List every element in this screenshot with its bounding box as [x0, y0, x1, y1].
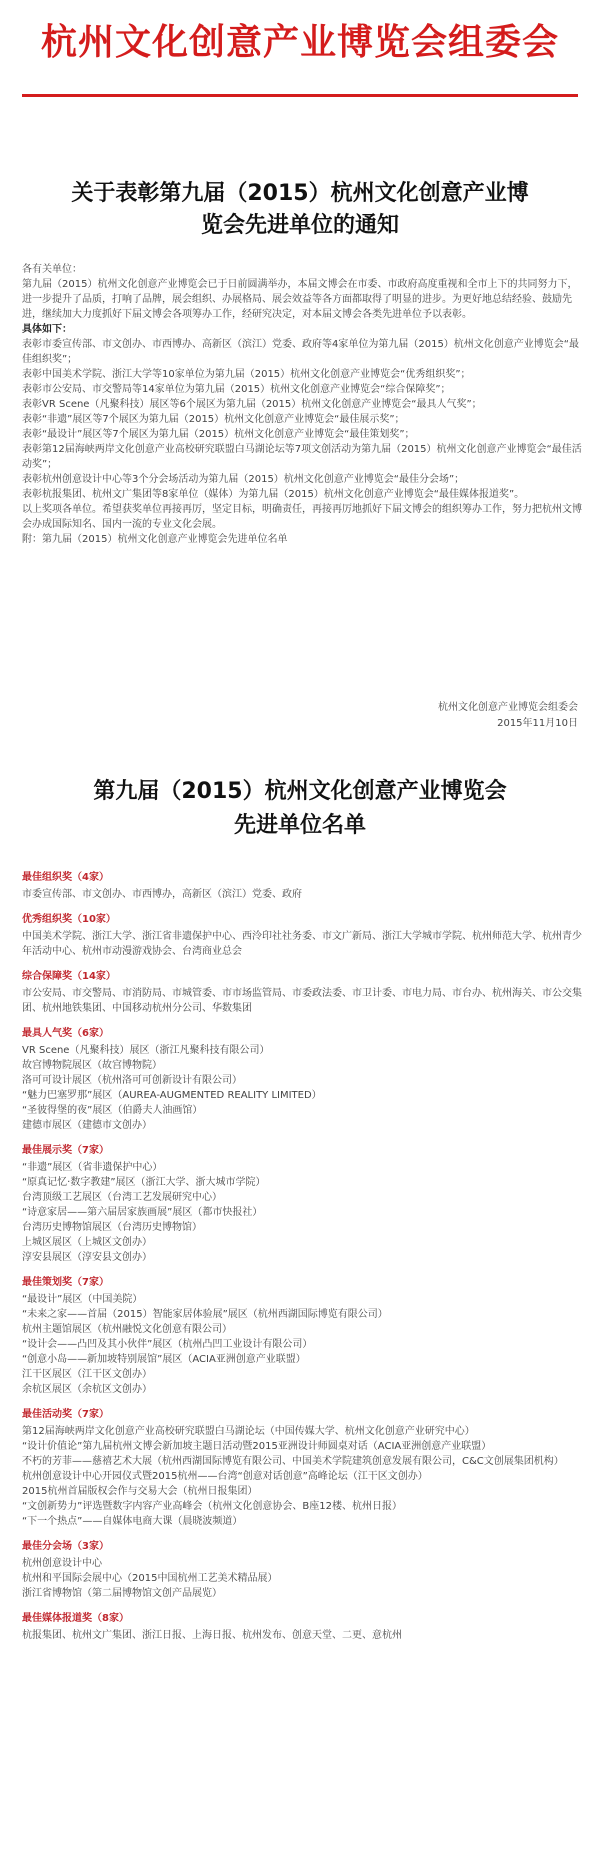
- notice-detail: 表彰中国美术学院、浙江大学等10家单位为第九届（2015）杭州文化创意产业博览会“优秀组织奖”；: [22, 369, 471, 380]
- award-section-best-media-coverage: [22, 1611, 582, 1643]
- notice-intro: 第九届（2015）杭州文化创意产业博览会已于日前圆满举办，本届文博会在市委、市政府高度重视和全市上下的共同努力下，进一步提升了品质，打响了品牌，展会组织、办展格局、展会效益等各方面都取得了明显的进步。为更好地总结经验、鼓励先进，继续加大力度抓好下届文博会各项筹办工作，经研究决定，对本届文博会各类先进单位予以表彰。: [22, 279, 578, 320]
- award-heading: 最具人气奖（6家）: [22, 1028, 109, 1039]
- award-section-most-popular: [22, 1026, 582, 1133]
- award-item: 市委宣传部、市文创办、市西博办，高新区（滨江）党委、政府: [22, 889, 302, 900]
- header-divider: [22, 94, 578, 97]
- notice-detail: 表彰第12届海峡两岸文化创意产业高校研究联盟白马湖论坛等7项文创活动为第九届（2015）杭州文化创意产业博览会“最佳活动奖”；: [22, 444, 582, 470]
- signoff-date: 2015年11月10日: [497, 718, 578, 729]
- notice-closing: 以上奖项各单位。希望获奖单位再接再厉，坚定目标，明确责任，再接再厉地抓好下届文博会的组织筹办工作，努力把杭州文博会办成国际知名、国内一流的专业文化会展。: [22, 504, 582, 530]
- signoff-org: 杭州文化创意产业博览会组委会: [438, 702, 578, 713]
- award-item: “下一个热点”——自媒体电商大课（晨晓波频道）: [22, 1516, 243, 1527]
- award-item: 不朽的芳菲——慈禧艺术大展（杭州西湖国际博览有限公司、中国美术学院建筑创意发展有限公司，C&C文创展集团机构）: [22, 1456, 564, 1467]
- award-heading: 最佳媒体报道奖（8家）: [22, 1613, 129, 1624]
- award-item: “创意小岛——新加坡特别展馆”展区（ACIA亚洲创意产业联盟）: [22, 1354, 306, 1365]
- notice-body: [22, 262, 582, 547]
- award-item: 杭报集团、杭州文广集团、浙江日报、上海日报、杭州发布、创意天堂、二更、意杭州: [22, 1630, 402, 1641]
- award-heading: 优秀组织奖（10家）: [22, 914, 116, 925]
- award-heading: 最佳分会场（3家）: [22, 1541, 109, 1552]
- award-item: VR Scene（凡聚科技）展区（浙江凡聚科技有限公司）: [22, 1045, 270, 1056]
- award-item: 余杭区展区（余杭区文创办）: [22, 1384, 152, 1395]
- award-item: 杭州创意设计中心开园仪式暨2015杭州——台湾“创意对话创意”高峰论坛（江干区文创办）: [22, 1471, 428, 1482]
- award-item: 杭州创意设计中心: [22, 1558, 102, 1569]
- award-section-best-organization: [22, 870, 582, 902]
- award-item: 淳安县展区（淳安县文创办）: [22, 1252, 152, 1263]
- award-item: 市公安局、市交警局、市消防局、市城管委、市市场监管局、市委政法委、市卫计委、市电力局、市台办、杭州海关、市公交集团、杭州地铁集团、中国移动杭州分公司、华数集团: [22, 988, 582, 1014]
- award-heading: 综合保障奖（14家）: [22, 971, 116, 982]
- award-item: 台湾顶级工艺展区（台湾工艺发展研究中心）: [22, 1192, 222, 1203]
- award-section-best-activity: [22, 1407, 582, 1529]
- award-item: “文创新势力”评选暨数字内容产业高峰会（杭州文化创意协会、B座12楼、杭州日报）: [22, 1501, 402, 1512]
- award-item: 建德市展区（建德市文创办）: [22, 1120, 152, 1131]
- org-header-title: 杭州文化创意产业博览会组委会: [40, 21, 559, 63]
- award-heading: 最佳策划奖（7家）: [22, 1277, 109, 1288]
- award-item: 上城区展区（上城区文创办）: [22, 1237, 152, 1248]
- award-item: “诗意家居——第六届居家族画展”展区（都市快报社）: [22, 1207, 263, 1218]
- award-item: 杭州主题馆展区（杭州融悦文化创意有限公司）: [22, 1324, 232, 1335]
- award-item: “最设计”展区（中国美院）: [22, 1294, 143, 1305]
- award-heading: 最佳组织奖（4家）: [22, 872, 109, 883]
- award-item: “圣彼得堡的夜”展区（伯爵夫人油画馆）: [22, 1105, 203, 1116]
- award-heading: 最佳展示奖（7家）: [22, 1145, 109, 1156]
- award-section-comprehensive-support: [22, 969, 582, 1016]
- notice-title-line-2: 览会先进单位的通知: [200, 213, 399, 238]
- award-item: “未来之家——首届（2015）智能家居体验展”展区（杭州西湖国际博览有限公司）: [22, 1309, 388, 1320]
- notice-salutation: 各有关单位：: [22, 264, 82, 275]
- award-item: 浙江省博物馆（第二届博物馆文创产品展览）: [22, 1588, 222, 1599]
- award-item: 故宫博物院展区（故宫博物院）: [22, 1060, 162, 1071]
- award-item: 中国美术学院、浙江大学、浙江省非遗保护中心、西泠印社社务委、市文广新局、浙江大学城市学院、杭州师范大学、杭州青少年活动中心、杭州市动漫游戏协会、台湾商业总会: [22, 931, 582, 957]
- award-item: “原真记忆·数字教建”展区（浙江大学、浙大城市学院）: [22, 1177, 266, 1188]
- award-item: 台湾历史博物馆展区（台湾历史博物馆）: [22, 1222, 202, 1233]
- award-item: 江干区展区（江干区文创办）: [22, 1369, 152, 1380]
- award-item: 洛可可设计展区（杭州洛可可创新设计有限公司）: [22, 1075, 242, 1086]
- notice-detail: 表彰市委宣传部、市文创办、市西博办、高新区（滨江）党委、政府等4家单位为第九届（2015）杭州文化创意产业博览会“最佳组织奖”；: [22, 339, 579, 365]
- award-item: 第12届海峡两岸文化创意产业高校研究联盟白马湖论坛（中国传媒大学、杭州文化创意产业研究中心）: [22, 1426, 475, 1437]
- award-heading: 最佳活动奖（7家）: [22, 1409, 109, 1420]
- award-list: [22, 870, 582, 1653]
- award-section-best-planning: [22, 1275, 582, 1397]
- notice-detail: 表彰市公安局、市交警局等14家单位为第九届（2015）杭州文化创意产业博览会“综合保障奖”；: [22, 384, 451, 395]
- list-title-line-1: 第九届（2015）杭州文化创意产业博览会: [93, 779, 507, 804]
- award-item: “设计价值论”第九届杭州文博会新加坡主题日活动暨2015亚洲设计师圆桌对话（ACIA亚洲创意产业联盟）: [22, 1441, 492, 1452]
- award-item: 杭州和平国际会展中心（2015中国杭州工艺美术精品展）: [22, 1573, 278, 1584]
- notice-title: [20, 178, 580, 242]
- notice-detail: 表彰VR Scene（凡聚科技）展区等6个展区为第九届（2015）杭州文化创意产业博览会“最具人气奖”；: [22, 399, 482, 410]
- notice-detail: 表彰“最设计”展区等7个展区为第九届（2015）杭州文化创意产业博览会“最佳策划奖”；: [22, 429, 415, 440]
- award-section-excellent-organization: [22, 912, 582, 959]
- notice-attachment: 附：第九届（2015）杭州文化创意产业博览会先进单位名单: [22, 534, 288, 545]
- list-title: [20, 775, 580, 843]
- notice-detail: 表彰杭州创意设计中心等3个分会场活动为第九届（2015）杭州文化创意产业博览会“最佳分会场”；: [22, 474, 465, 485]
- notice-details-label: 具体如下：: [22, 324, 72, 335]
- award-section-best-display: [22, 1143, 582, 1265]
- award-item: “设计会——凸凹及其小伙伴”展区（杭州凸凹工业设计有限公司）: [22, 1339, 313, 1350]
- notice-title-line-1: 关于表彰第九届（2015）杭州文化创意产业博: [71, 181, 529, 206]
- award-item: “非遗”展区（省非遗保护中心）: [22, 1162, 163, 1173]
- award-section-best-branch-venue: [22, 1539, 582, 1601]
- notice-detail: 表彰杭报集团、杭州文广集团等8家单位（媒体）为第九届（2015）杭州文化创意产业博览会“最佳媒体报道奖”。: [22, 489, 525, 500]
- list-title-line-2: 先进单位名单: [233, 813, 366, 838]
- award-item: “魅力巴塞罗那”展区（AUREA-AUGMENTED REALITY LIMITED）: [22, 1090, 322, 1101]
- award-item: 2015杭州首届版权会作与交易大会（杭州日报集团）: [22, 1486, 258, 1497]
- notice-detail: 表彰“非遗”展区等7个展区为第九届（2015）杭州文化创意产业博览会“最佳展示奖”；: [22, 414, 405, 425]
